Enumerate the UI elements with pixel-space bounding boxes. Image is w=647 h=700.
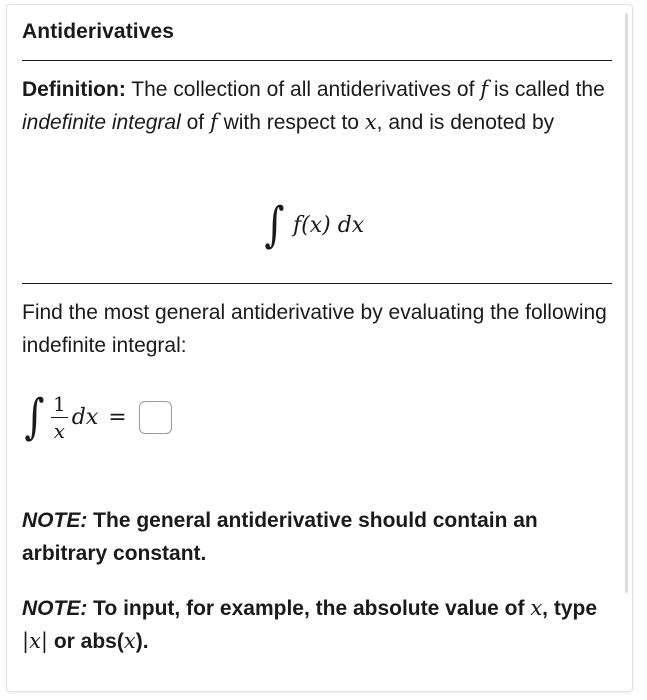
differential: dx xyxy=(71,404,99,430)
note-label: NOTE: xyxy=(22,509,88,532)
fraction-denominator: x xyxy=(53,418,66,443)
answer-input[interactable] xyxy=(139,401,172,434)
integrand: f(x) dx xyxy=(293,212,365,238)
note-text-1: To input, for example, the absolute value of xyxy=(87,597,531,620)
display-integral-formula xyxy=(262,190,364,260)
x-symbol: x xyxy=(364,110,377,134)
divider-top xyxy=(22,60,612,61)
definition-label: Definition: xyxy=(22,78,126,101)
section-title: Antiderivatives xyxy=(22,20,175,43)
definition-text-3: of xyxy=(180,111,210,134)
equals-sign: = xyxy=(108,404,127,430)
x-symbol-note-2: x xyxy=(123,629,136,653)
definition-text-1: The collection of all antiderivatives of xyxy=(125,78,481,101)
definition-text-2: is called the xyxy=(488,78,605,101)
note-label-2: NOTE: xyxy=(22,597,88,620)
note-constant xyxy=(22,504,617,570)
note-text-3: or abs( xyxy=(48,630,124,653)
divider-middle xyxy=(22,283,612,284)
note-text: The general antiderivative should contain an arbitrary constant. xyxy=(22,509,538,565)
definition-text-4: with respect to xyxy=(217,111,365,134)
note-text-4: ). xyxy=(135,630,149,653)
abs-example: |x| xyxy=(22,629,48,653)
problem-instruction: Find the most general antiderivative by evaluating the following indefinite integral: xyxy=(22,301,607,357)
f-symbol: f xyxy=(480,77,489,101)
definition-paragraph xyxy=(22,73,617,139)
scrollbar[interactable] xyxy=(625,13,628,593)
integral-sign: ∫ xyxy=(264,197,285,253)
note-absolute-value xyxy=(22,592,617,658)
f-symbol-2: f xyxy=(209,110,218,134)
fraction-numerator: 1 xyxy=(53,391,66,416)
fraction xyxy=(51,393,68,442)
definition-text-5: , and is denoted by xyxy=(376,111,555,134)
x-symbol-note: x xyxy=(530,596,543,620)
problem-equation xyxy=(22,382,172,452)
problem-integral-sign: ∫ xyxy=(24,389,45,445)
note-text-2: , type xyxy=(542,597,598,620)
indefinite-integral-term: indefinite integral xyxy=(22,111,181,134)
